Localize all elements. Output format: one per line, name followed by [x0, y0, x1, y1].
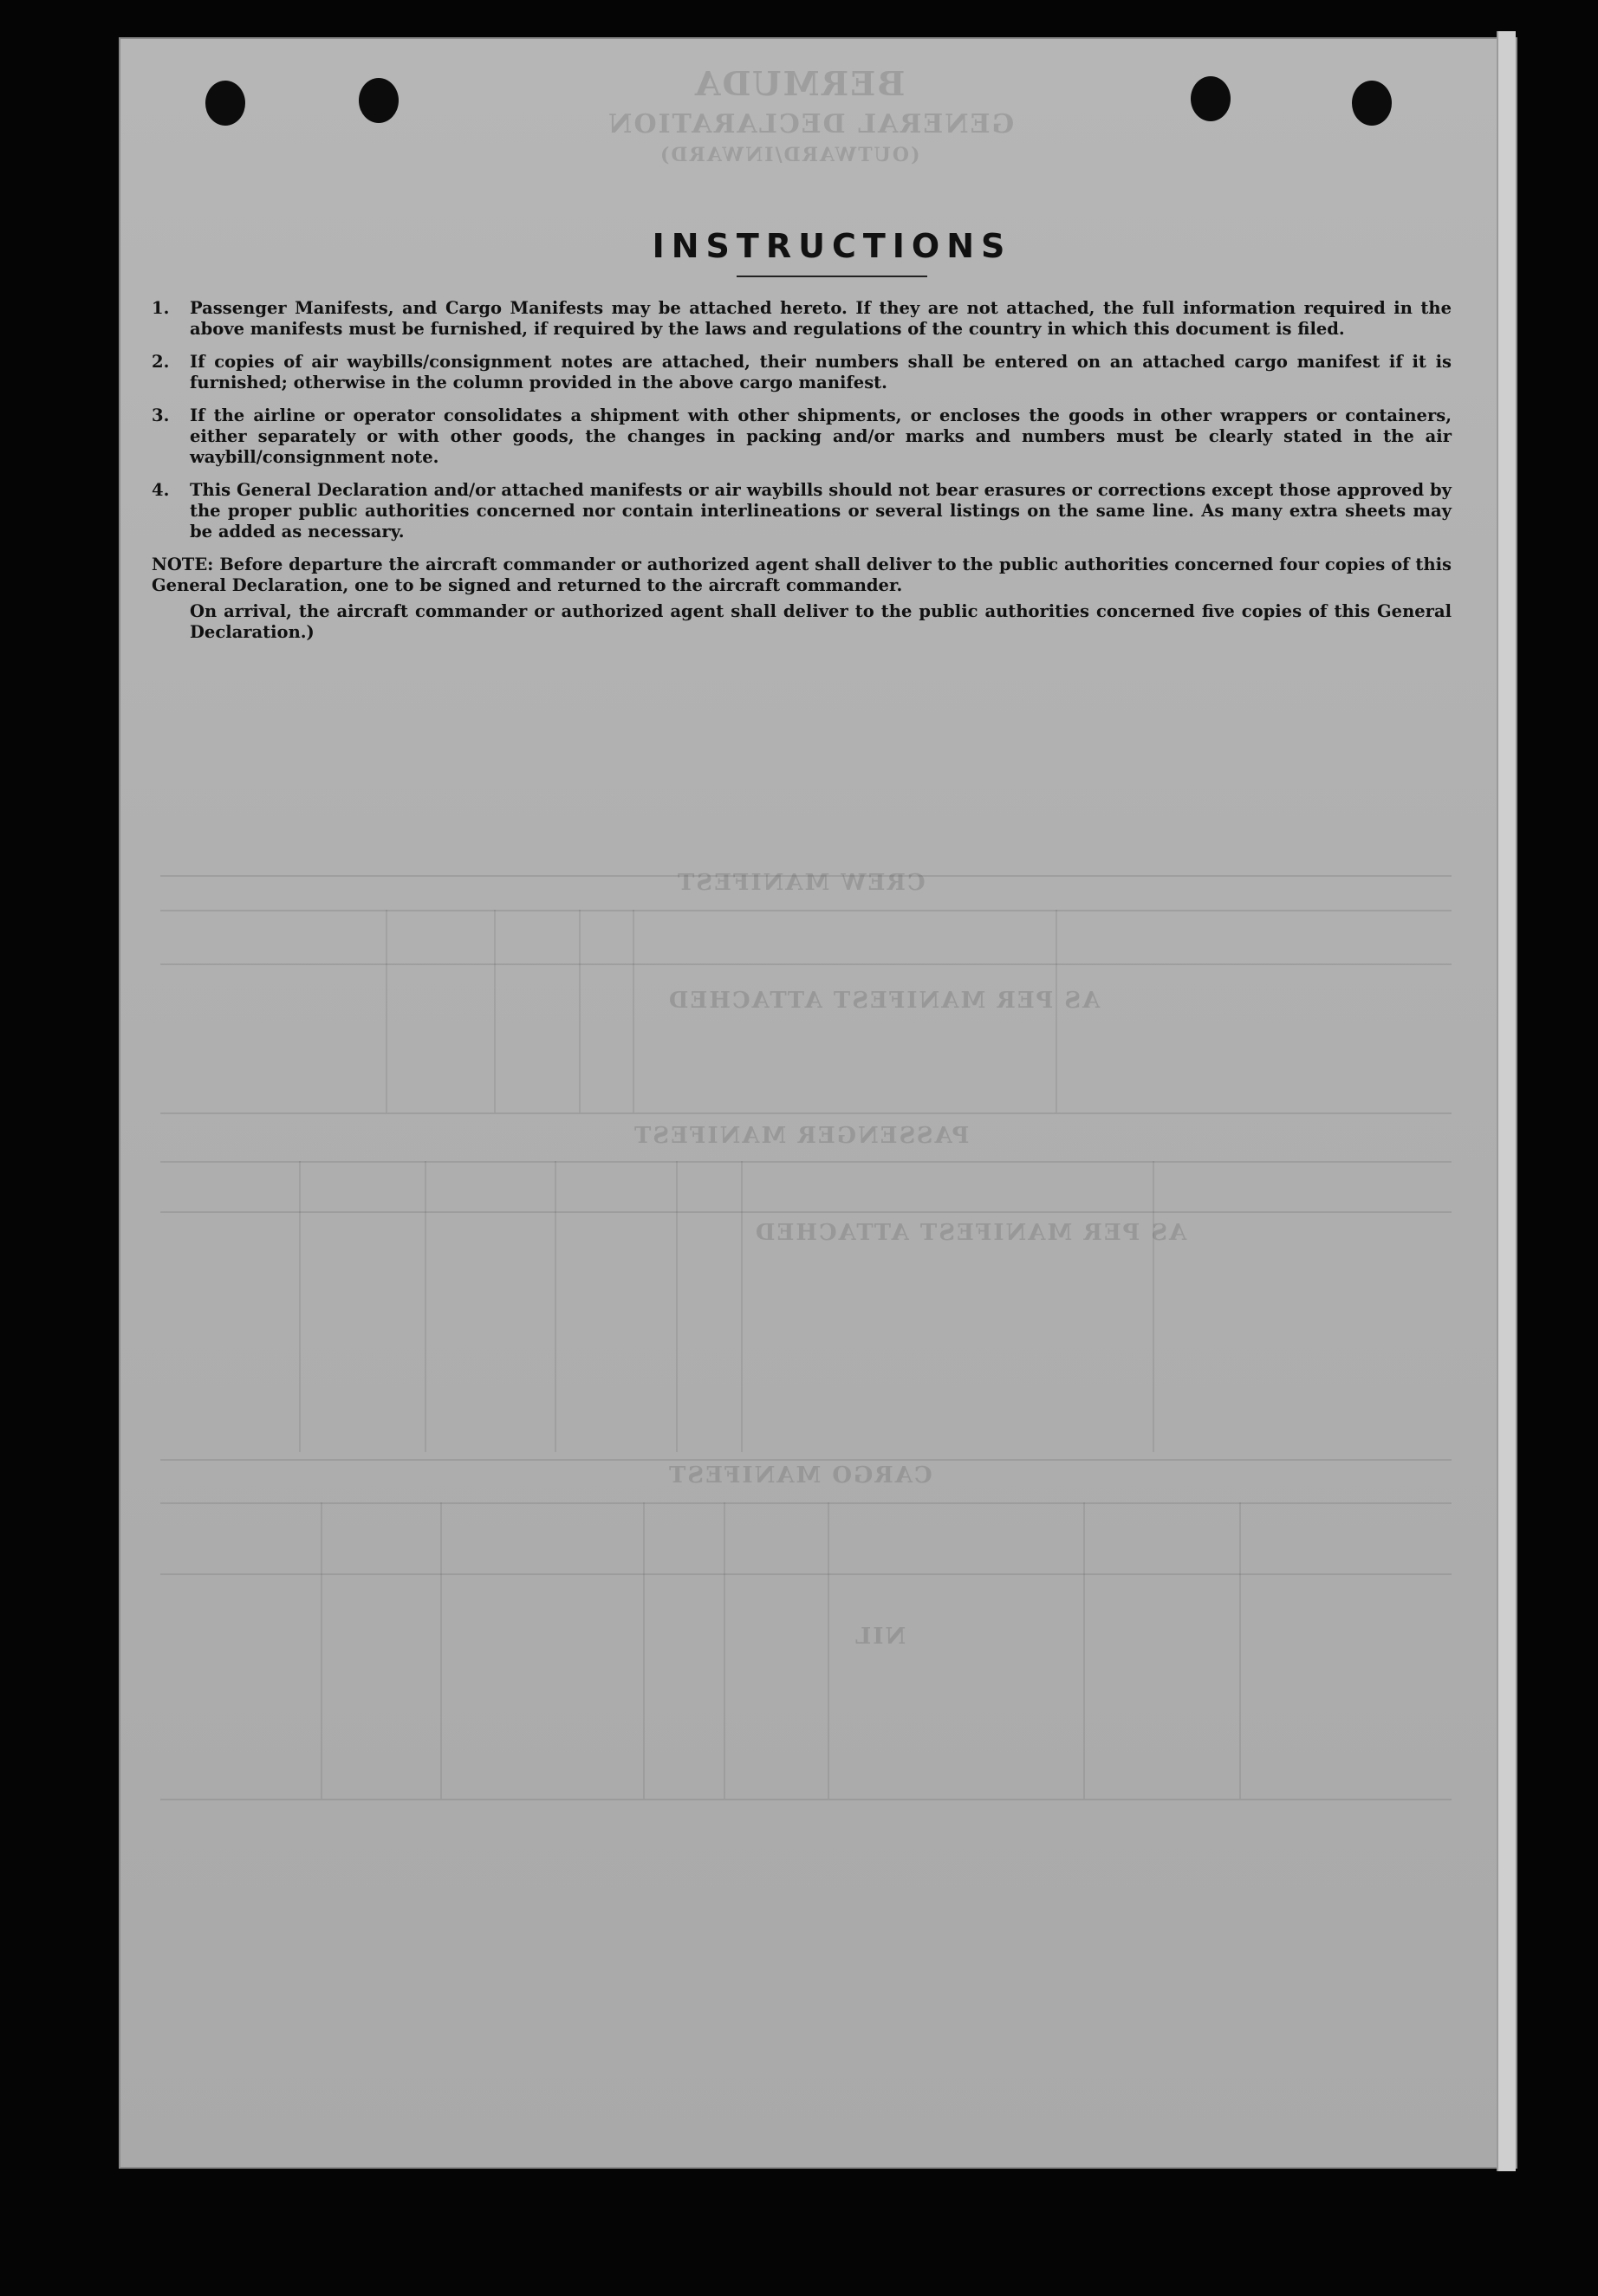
- bleed-rule: [160, 963, 1452, 965]
- bleed-column: [1056, 910, 1057, 1112]
- bleed-column: [299, 1161, 301, 1452]
- bleed-column: [386, 910, 387, 1112]
- punch-hole: [1352, 81, 1392, 126]
- punch-hole: [359, 78, 399, 123]
- note-block: [152, 555, 1452, 643]
- bleed-rule: [160, 1502, 1452, 1504]
- bleed-column: [741, 1161, 743, 1452]
- bleed-column: [321, 1502, 322, 1799]
- bleed-heading: BERMUDA: [693, 64, 906, 103]
- bleed-column: [1083, 1502, 1085, 1799]
- bleed-column: [676, 1161, 678, 1452]
- bleed-cargo-heading: CARGO MANIFEST: [667, 1463, 932, 1489]
- instruction-number: 3.: [152, 405, 170, 425]
- instruction-text: If the airline or operator consolidates a shipment with other shipments, or encloses the goods in other wrappers or containers, either separately or with other goods, the changes in packing and/or marks and numbers must be clearly stated in the air waybill/consignment note.: [190, 405, 1452, 467]
- instruction-number: 4.: [152, 480, 170, 500]
- bleed-column: [724, 1502, 725, 1799]
- punch-hole: [205, 81, 245, 126]
- page-edge: [1497, 31, 1516, 2171]
- instruction-text: Passenger Manifests, and Cargo Manifests may be attached hereto. If they are not attached, the full information required in the above manifests must be furnished, if required by the laws and regulations of the country in which this document is filed.: [190, 298, 1452, 339]
- bleed-passenger-stamp: AS PER MANIFEST ATTACHED: [754, 1220, 1187, 1246]
- bleed-sub2: (OUTWARD/INWARD): [659, 144, 920, 166]
- bleed-rule: [160, 1459, 1452, 1461]
- title-underline: [737, 276, 927, 277]
- instruction-item: [152, 352, 1452, 393]
- instruction-number: 2.: [152, 352, 170, 372]
- bleed-column: [440, 1502, 442, 1799]
- bleed-crew-stamp: AS PER MANIFEST ATTACHED: [667, 988, 1101, 1014]
- bleed-column: [555, 1161, 556, 1452]
- instructions-title: INSTRUCTIONS: [652, 227, 1012, 265]
- bleed-passenger-heading: PASSENGER MANIFEST: [633, 1123, 970, 1149]
- bleed-column: [633, 910, 634, 1112]
- instruction-item: [152, 298, 1452, 340]
- bleed-crew-heading: CREW MANIFEST: [676, 870, 926, 896]
- bleed-rule: [160, 1799, 1452, 1800]
- bleed-rule: [160, 875, 1452, 877]
- bleed-rule: [160, 1161, 1452, 1163]
- bleed-column: [425, 1161, 426, 1452]
- bleed-column: [1239, 1502, 1241, 1799]
- note-label: NOTE:: [152, 555, 214, 574]
- bleed-column: [579, 910, 581, 1112]
- bleed-column: [828, 1502, 829, 1799]
- instruction-item: [152, 405, 1452, 468]
- bleed-rule: [160, 910, 1452, 911]
- instruction-number: 1.: [152, 298, 170, 318]
- bleed-subheading: GENERAL DECLARATION: [607, 109, 1015, 139]
- note-text: Before departure the aircraft commander or authorized agent shall deliver to the public authorities concerned four copies of this General Declaration, one to be signed and returned to the aircraft commander.: [152, 555, 1452, 595]
- punch-hole: [1191, 76, 1231, 121]
- bleed-rule: [160, 1112, 1452, 1114]
- bleed-column: [643, 1502, 645, 1799]
- instruction-text: If copies of air waybills/consignment notes are attached, their numbers shall be entered on an attached cargo manifest if it is furnished; otherwise in the column provided in the above cargo manifest.: [190, 352, 1452, 392]
- instruction-text: This General Declaration and/or attached manifests or air waybills should not bear erasures or corrections except those approved by the proper public authorities concerned nor contain interlineations or several listings on the same line. As many extra sheets may be added as necessary.: [190, 480, 1452, 542]
- instruction-item: [152, 480, 1452, 542]
- instructions-section: [152, 227, 1452, 643]
- bleed-column: [494, 910, 496, 1112]
- bleed-cargo-nil: NIL: [854, 1624, 906, 1650]
- bleed-rule: [160, 1211, 1452, 1213]
- note-text-arrival: On arrival, the aircraft commander or authorized agent shall deliver to the public authorities concerned five copies of this General Declaration.): [190, 601, 1452, 642]
- bleed-rule: [160, 1573, 1452, 1575]
- bleed-column: [1153, 1161, 1154, 1452]
